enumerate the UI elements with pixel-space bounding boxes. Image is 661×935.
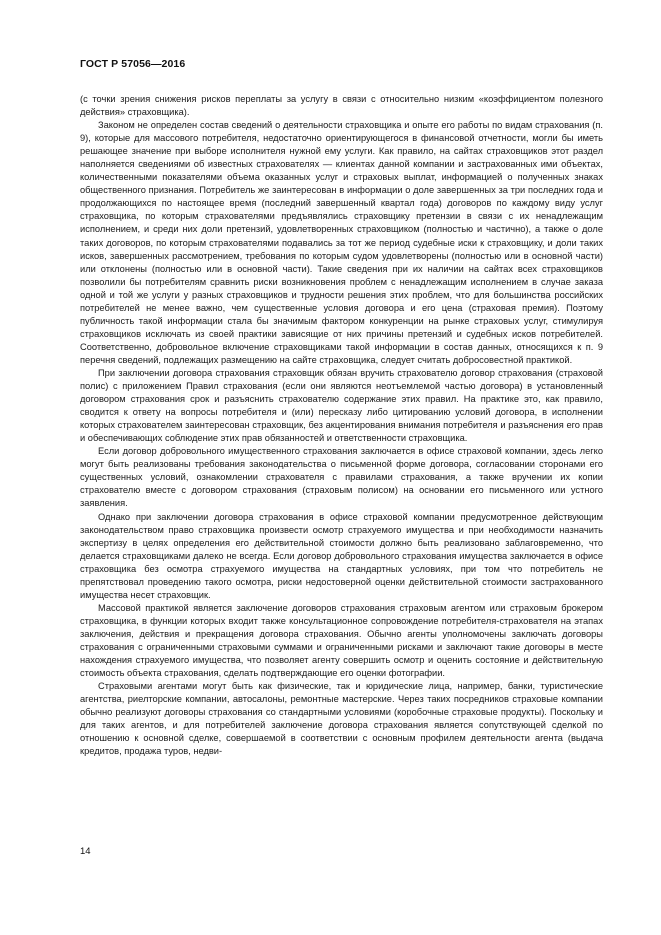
paragraph: Массовой практикой является заключение договоров страхования страховым агентом или страховым брокером страховщика, в функции которых входит также консультационное сопровождение потребителя-страхователя на этапах заключения, действия и прекращения договора страхования. Обычно агенты уполномочены заключать договоры страхования с ограниченными страховыми суммами и ограниченными рисками и заключают такие договоры в месте нахождения страхуемого имущества, что позволяет агенту совершить осмотр и оценить состояние и действительную стоимость объекта страхования, сделать подтверждающие его оценки фотографии. [80, 602, 603, 679]
standard-header: ГОСТ Р 57056—2016 [80, 58, 186, 70]
paragraph: Однако при заключении договора страхования в офисе страховой компании предусмотренное действующим законодательством право страховщика произвести осмотр страхуемого имущества и при необходимости назначить экспертизу в целях определения его действительной стоимости должно быть реализовано заблаговременно, что делается страховщиками далеко не всегда. Если договор добровольного страхования имущества заключается в офисе страховщика без осмотра страхуемого имущества на стандартных условиях, при том что потребитель не препятствовал проведению такого осмотра, риски недостоверной оценки действительной стоимости застрахованного имущества несет страховщик. [80, 511, 603, 600]
body-text [80, 93, 603, 758]
paragraph: (с точки зрения снижения рисков переплаты за услугу в связи с относительно низким «коэффициентом полезного действия» страховщика). [80, 94, 603, 118]
paragraph: Если договор добровольного имущественного страхования заключается в офисе страховой компании, здесь легко могут быть реализованы требования законодательства о письменной форме договора, согласовании сторонами его существенных условий, ознакомлении страхователя с правилами страхования, а также вручении их копии страхователю вместе с договором страхования (страховым полисом) на основании его письменного или устного заявления. [80, 446, 603, 509]
paragraph: Страховыми агентами могут быть как физические, так и юридические лица, например, банки, туристические агентства, риелторские компании, автосалоны, ремонтные мастерские. Через таких посредников страховые компании обычно реализуют договоры страхования со стандартными условиями (коробочные страховые продукты). Поскольку и для таких агентов, и для потребителей заключение договора страхования является сопутствующей сделкой по отношению к основной сделке, совершаемой в соответствии с основным профилем деятельности агента (выдача кредитов, продажа туров, недви- [80, 681, 603, 757]
paragraph: При заключении договора страхования страховщик обязан вручить страхователю договор страхования (страховой полис) с приложением Правил страхования (если они являются неотъемлемой частью договора) в установленный договором страхования срок и разъяснить страхователю содержание этих правил. На практике это, как правило, сводится к ответу на вопросы потребителя и (или) пересказу либо цитированию условий договора, в исполнении которых страхователем заинтересован страховщик, без акцентирования внимания потребителя и разъяснения его прав и обеспечивающих соблюдение этих прав обязанностей и ответственности страховщика. [80, 367, 603, 444]
paragraph: Законом не определен состав сведений о деятельности страховщика и опыте его работы по видам страхования (п. 9), которые для массового потребителя, недостаточно ориентирующегося в финансовой отчетности, могли бы иметь решающее значение при выборе исполнителя нужной ему услуги. Как правило, на сайтах страховщиков этот раздел наполняется сведениями об известных страхователях — клиентах данной компании и застрахованных ими объектах, количественными показателями объема оказанных услуг и страховых выплат, информацией о полученных знаках общественного признания. Потребитель же заинтересован в информации о доле завершенных за три последних года и продолжающихся по настоящее время (последний завершенный квартал года) договоров по каждому виду услуг страховщика, по которым страхователями предъявлялись страховщику претензии в связи с их ненадлежащим исполнением, и среди них доли претензий, удовлетворенных страховщиком (полностью и частично), а также о доле таких договоров, по которым страхователями подавались за тот же период судебные иски к страховщику, и доли таких исков, завершенных рассмотрением, требования по которым судом удовлетворены (полностью или в основной части) или отклонены (полностью или в основной части). Такие сведения при их наличии на сайтах всех страховщиков позволили бы потребителям сравнить риски возникновения проблем с ненадлежащим исполнением в случае заказа одной и той же услуги у разных страховщиков и трудности решения этих проблем, что для большинства российских потребителей не менее важно, чем существенные условия договора и его цена (страховая премия). Поэтому публичность такой информации стала бы значимым фактором конкуренции на рынке страховых услуг, стимулируя страховщиков исключать из своей практики зависящие от них причины претензий и судебных исков потребителей. Соответственно, добровольное включение страховщиками такой информации в состав данных, относящихся к п. 9 перечня сведений, подлежащих размещению на сайте страховщика, следует считать добросовестной практикой. [80, 120, 603, 365]
page-number: 14 [80, 846, 91, 857]
